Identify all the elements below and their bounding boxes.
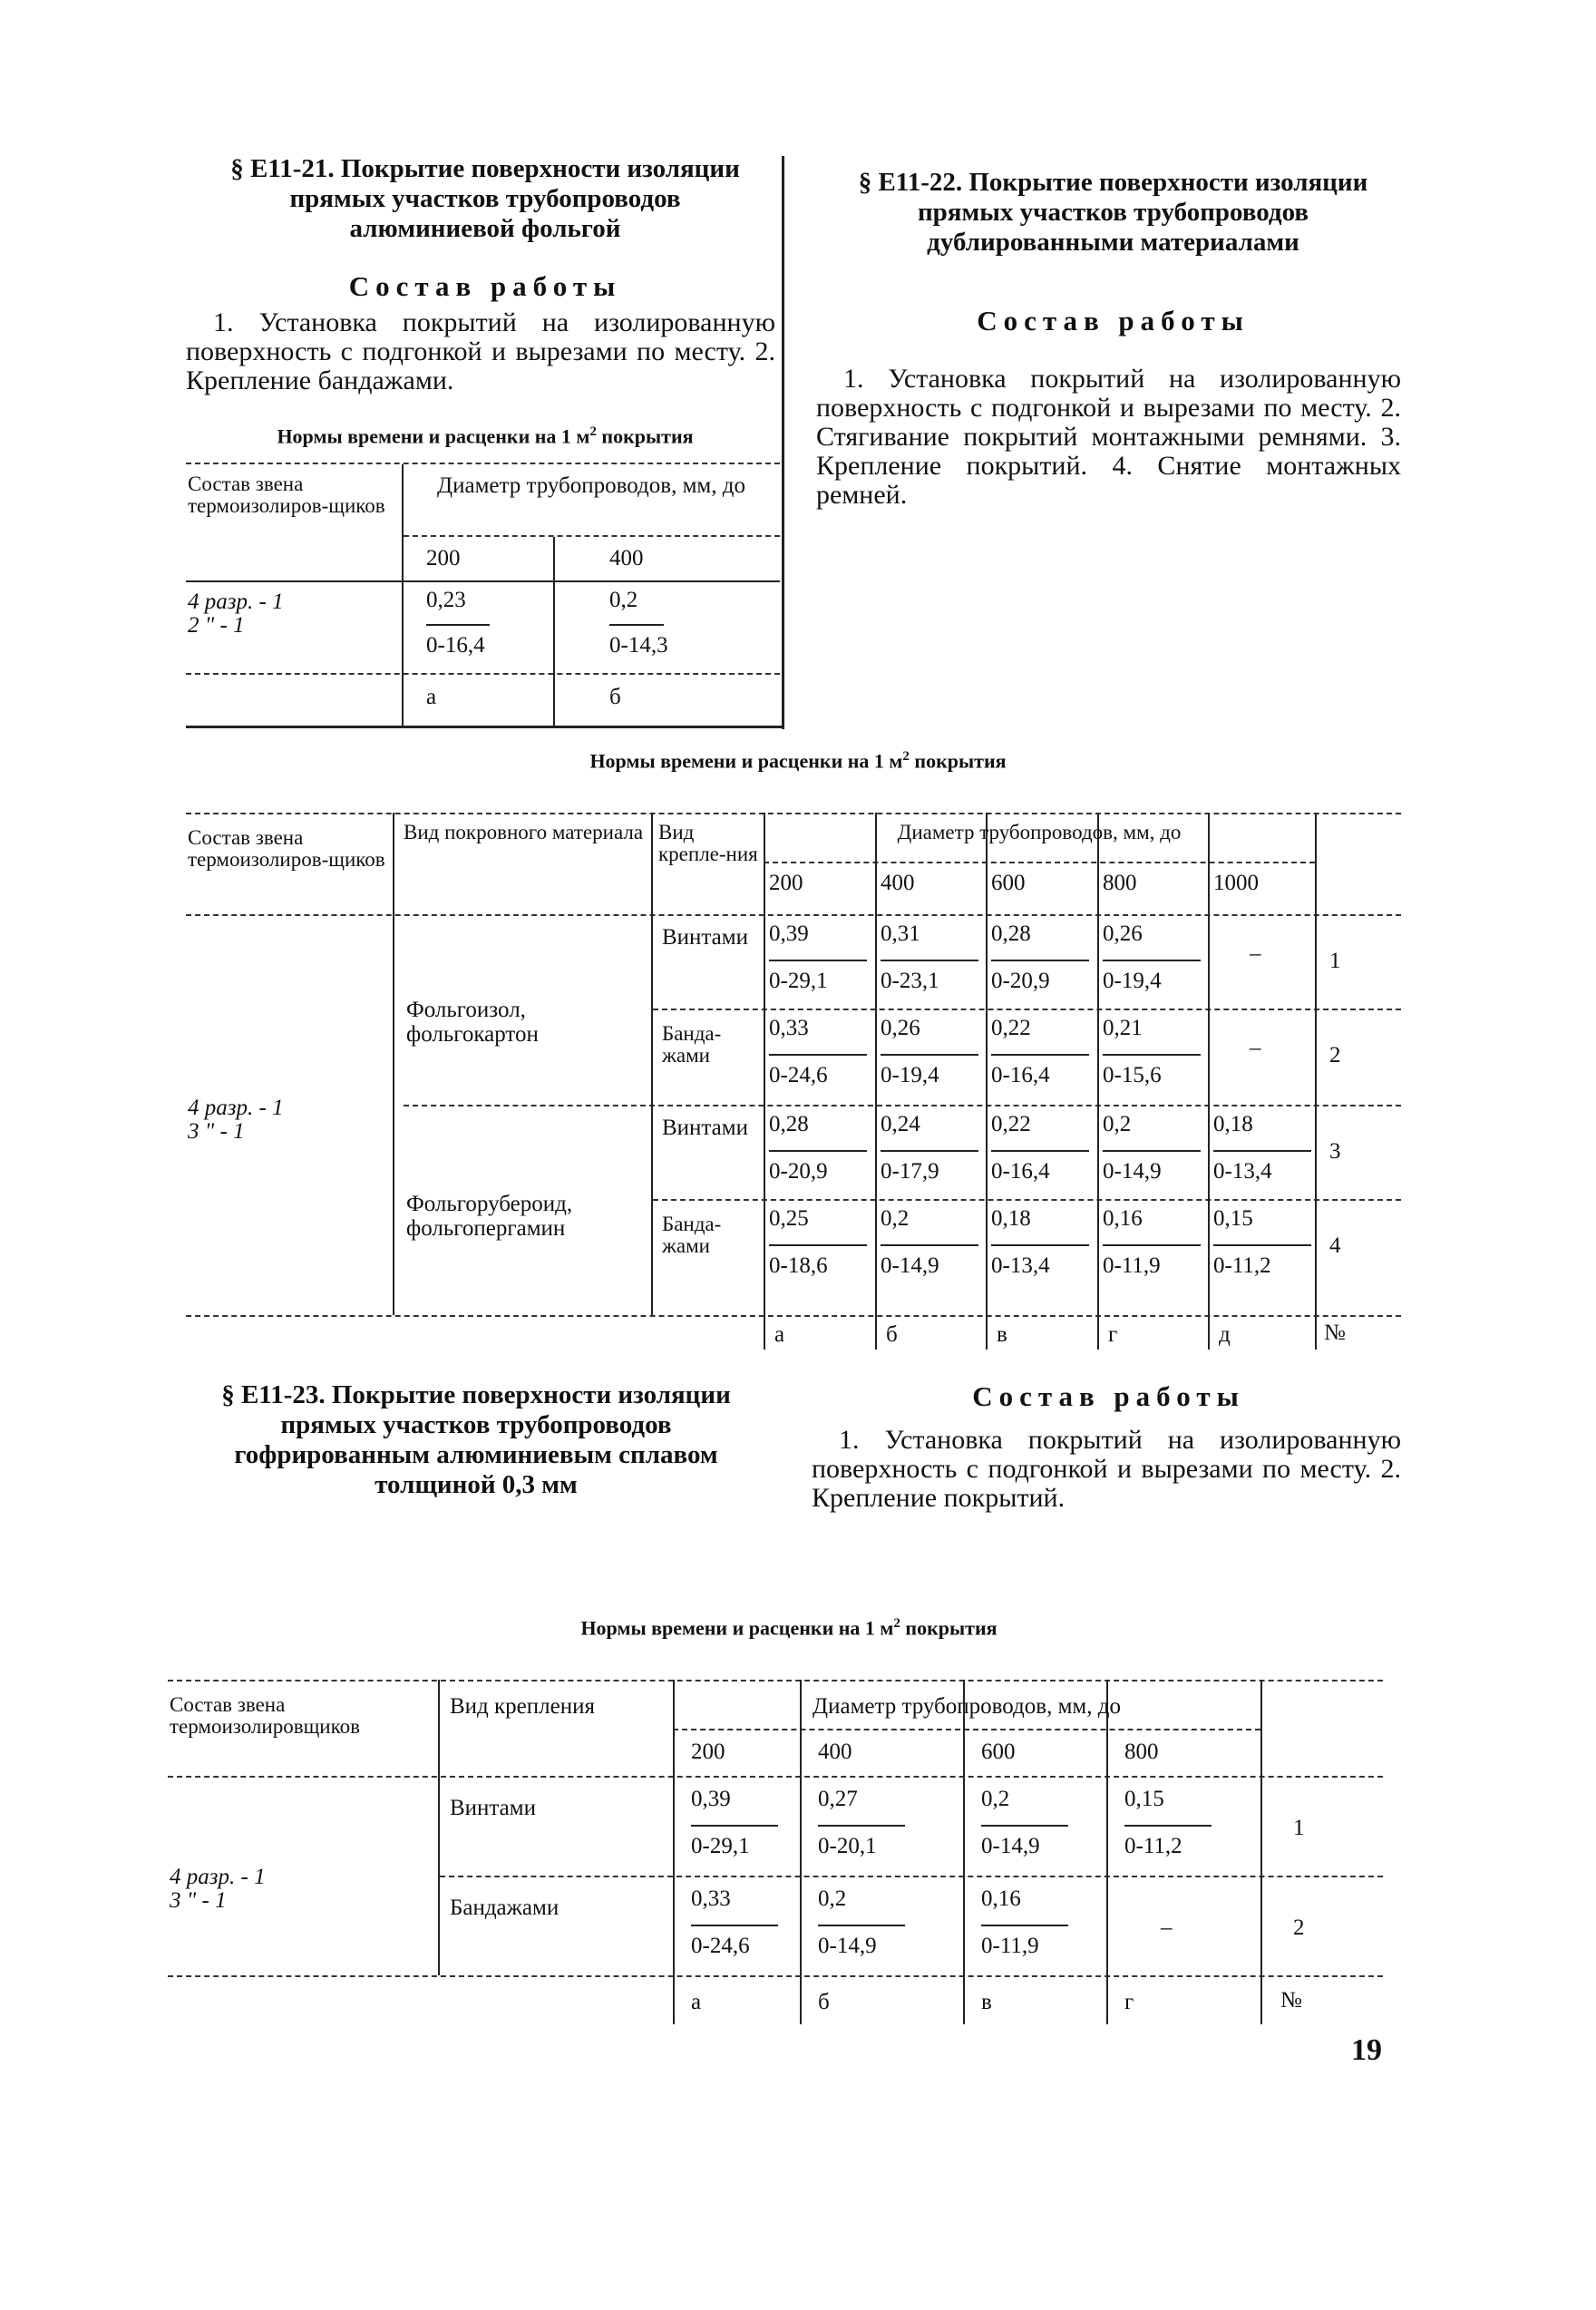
e1122-cell-time: 0,18 (1213, 1112, 1253, 1136)
e1122-fixing-screws: Винтами (662, 925, 748, 950)
e1123-cell-time: 0,27 (818, 1787, 858, 1811)
fraction-bar (981, 1825, 1068, 1827)
e1122-col-header: 1000 (1213, 871, 1259, 895)
fraction-bar (769, 1054, 867, 1056)
fraction-bar (881, 1054, 978, 1056)
e1123-cell-price: 0-14,9 (818, 1934, 877, 1958)
e1122-cell-price: 0-16,4 (991, 1063, 1050, 1087)
e1122-cell-price: 0-11,2 (1213, 1253, 1271, 1278)
table-rule (673, 1729, 1260, 1730)
e1122-cell-price: 0-19,4 (1103, 969, 1162, 993)
e1122-cell-price: 0-20,9 (769, 1159, 828, 1184)
table-rule (800, 1680, 802, 2024)
e1122-cell-dash: – (1250, 941, 1261, 966)
table-rule (1106, 1680, 1108, 2024)
table-rule (168, 1776, 1383, 1778)
e1122-title: § Е11-22. Покрытие поверхности изоляции прямых участков трубопроводов дублированными материалами (858, 168, 1368, 257)
e1122-table-caption: Нормы времени и расценки на 1 $м^2$ покрытия (589, 749, 1007, 773)
e1123-col-header: 600 (981, 1740, 1016, 1764)
e1121-crew-line2: 2 " - 1 (188, 613, 245, 638)
table-rule (186, 673, 780, 675)
e1122-col-letter: в (997, 1322, 1007, 1347)
e1123-head-diameter: Диаметр трубопроводов, мм, до (813, 1694, 1121, 1719)
e1123-cell-price: 0-11,2 (1124, 1834, 1182, 1858)
e1122-head-crew: Состав звена термоизолиров-щиков (188, 826, 385, 871)
fraction-bar (991, 1054, 1089, 1056)
table-rule (186, 813, 1401, 814)
e1123-cell-price: 0-24,6 (691, 1934, 750, 1958)
e1122-row-number: 3 (1329, 1139, 1341, 1164)
e1122-col-header: 600 (991, 871, 1026, 895)
e1123-row-number: 1 (1293, 1816, 1305, 1840)
e1122-cell-time: 0,39 (769, 921, 809, 946)
e1123-fixing-bands: Бандажами (450, 1896, 560, 1920)
e1123-cell-price: 0-20,1 (818, 1834, 877, 1858)
e1121-cell-price: 0-14,3 (609, 633, 668, 658)
table-rule (764, 813, 765, 1350)
e1123-head-crew: Состав звена термоизолировщиков (170, 1693, 360, 1738)
table-rule (168, 1975, 1383, 1977)
e1121-cell-time: 0,2 (609, 588, 638, 612)
e1122-cell-price: 0-24,6 (769, 1063, 828, 1087)
fraction-bar (991, 1150, 1089, 1152)
fraction-bar (1213, 1244, 1311, 1246)
table-rule (402, 464, 404, 726)
e1122-cell-time: 0,26 (881, 1016, 920, 1040)
table-rule (168, 1680, 1383, 1681)
e1123-head-fixing: Вид крепления (450, 1694, 595, 1719)
e1123-cell-price: 0-29,1 (691, 1834, 750, 1858)
e1122-cell-price: 0-13,4 (991, 1253, 1050, 1278)
e1121-title: § Е11-21. Покрытие поверхности изоляции прямых участков трубопроводов алюминиевой фольгой (230, 154, 740, 243)
e1123-cell-price: 0-14,9 (981, 1834, 1040, 1858)
table-rule (186, 726, 784, 728)
e1122-cell-price: 0-18,6 (769, 1253, 828, 1278)
e1122-fixing-screws: Винтами (662, 1116, 748, 1140)
table-rule (651, 813, 653, 1315)
e1123-title: § Е11-23. Покрытие поверхности изоляции прямых участков трубопроводов гофрированным алюминиевым сплавом толщиной 0,3 мм (221, 1380, 731, 1499)
table-rule (186, 1315, 1401, 1317)
e1122-row-number: 4 (1329, 1233, 1341, 1258)
e1122-cell-time: 0,22 (991, 1112, 1031, 1136)
e1122-cell-time: 0,2 (881, 1206, 910, 1231)
fraction-bar (991, 1244, 1089, 1246)
table-rule (1315, 813, 1317, 1350)
fraction-bar (991, 960, 1089, 961)
e1123-cell-time: 0,2 (818, 1886, 847, 1911)
fraction-bar (691, 1925, 778, 1926)
e1122-cell-time: 0,25 (769, 1206, 809, 1231)
e1122-crew-line1: 4 разр. - 1 (188, 1096, 284, 1120)
e1123-col-letter: в (981, 1990, 992, 2014)
table-rule (1208, 813, 1210, 1350)
fraction-bar (981, 1925, 1068, 1926)
table-rule (186, 914, 1401, 916)
e1122-work-text: 1. Установка покрытий на изолированную поверхность с подгонкой и вырезами по месту. 2. Стягивание покрытий монтажными ремнями. 3. Крепление покрытий. 4. Снятие монтажных ремней. (816, 364, 1401, 510)
fraction-bar (818, 1825, 905, 1827)
e1122-col-header: 200 (769, 871, 803, 895)
e1122-head-fixing: Вид крепле-ния (658, 821, 758, 865)
table-rule (963, 1680, 965, 2024)
e1122-col-letter: б (886, 1322, 898, 1347)
e1122-cell-time: 0,2 (1103, 1112, 1132, 1136)
e1122-head-material: Вид покровного материала (404, 821, 644, 843)
table-rule (1260, 1680, 1262, 2024)
fraction-bar (1103, 1054, 1201, 1056)
table-rule (764, 862, 1315, 863)
e1122-sostav-heading: Состав работы (977, 305, 1250, 336)
e1122-cell-price: 0-14,9 (881, 1253, 939, 1278)
e1122-cell-time: 0,28 (991, 921, 1031, 946)
e1122-head-diameter: Диаметр трубопроводов, мм, до (897, 821, 1182, 843)
e1122-cell-time: 0,21 (1103, 1016, 1143, 1040)
e1122-fixing-bands: Банда-жами (662, 1022, 722, 1067)
e1122-row-number: 2 (1329, 1043, 1341, 1067)
fraction-bar (769, 960, 867, 961)
e1122-col-letter: д (1219, 1322, 1231, 1347)
e1123-cell-time: 0,15 (1124, 1787, 1164, 1811)
e1122-cell-dash: – (1250, 1036, 1261, 1060)
e1122-cell-price: 0-13,4 (1213, 1159, 1272, 1184)
e1122-cell-time: 0,22 (991, 1016, 1031, 1040)
e1123-num-label: № (1280, 1988, 1302, 2013)
e1122-num-label: № (1324, 1321, 1346, 1345)
table-rule (186, 463, 780, 464)
fraction-bar (1103, 1244, 1201, 1246)
e1121-table-caption: Нормы времени и расценки на 1 $м^2$ покрытия (277, 424, 694, 448)
table-rule (438, 1680, 440, 1975)
fraction-bar (881, 1244, 978, 1246)
e1123-cell-time: 0,2 (981, 1787, 1010, 1811)
table-rule (393, 813, 394, 1315)
e1121-sostav-heading: Состав работы (348, 270, 622, 302)
e1123-cell-price: 0-11,9 (981, 1934, 1039, 1958)
e1123-cell-time: 0,16 (981, 1886, 1021, 1911)
e1123-table-caption: Нормы времени и расценки на 1 $м^2$ покрытия (580, 1616, 998, 1640)
fraction-bar (818, 1925, 905, 1926)
e1121-col-letter: б (609, 685, 621, 709)
e1122-col-header: 800 (1103, 871, 1137, 895)
table-rule (673, 1680, 675, 2024)
table-rule (553, 537, 555, 726)
fraction-bar (769, 1150, 867, 1152)
e1123-cell-time: 0,39 (691, 1787, 731, 1811)
table-rule (404, 1105, 1401, 1106)
e1123-col-header: 400 (818, 1740, 852, 1764)
e1122-cell-price: 0-19,4 (881, 1063, 939, 1087)
table-rule (404, 535, 780, 537)
e1123-col-header: 800 (1124, 1740, 1159, 1764)
e1121-head-diameter: Диаметр трубопроводов, мм, до (437, 473, 745, 498)
table-rule (986, 813, 988, 1350)
e1122-material-2: Фольгорубероид, фольгопергамин (406, 1192, 573, 1241)
fraction-bar (1124, 1825, 1212, 1827)
table-rule (875, 813, 877, 1350)
fraction-bar (881, 1150, 978, 1152)
fraction-bar (1103, 1150, 1201, 1152)
e1122-col-header: 400 (881, 871, 915, 895)
e1122-cell-time: 0,24 (881, 1112, 920, 1136)
e1122-col-letter: г (1108, 1322, 1118, 1347)
e1121-head-crew: Состав звена термоизолиров-щиков (188, 473, 385, 517)
e1122-cell-price: 0-17,9 (881, 1159, 939, 1184)
e1122-cell-time: 0,16 (1103, 1206, 1143, 1231)
fraction-bar (691, 1825, 778, 1827)
fraction-bar (1103, 960, 1201, 961)
table-rule (1097, 813, 1099, 1350)
e1122-cell-price: 0-14,9 (1103, 1159, 1162, 1184)
e1123-cell-dash: – (1161, 1915, 1173, 1940)
e1121-col-200: 200 (426, 546, 461, 570)
e1122-row-number: 1 (1329, 949, 1341, 973)
fraction-bar (609, 624, 664, 626)
e1121-cell-price: 0-16,4 (426, 633, 485, 658)
e1121-crew-line1: 4 разр. - 1 (188, 590, 284, 614)
e1122-cell-time: 0,33 (769, 1016, 809, 1040)
e1123-crew-line1: 4 разр. - 1 (170, 1865, 266, 1889)
e1123-sostav-heading: Состав работы (972, 1380, 1245, 1412)
e1123-crew-line2: 3 " - 1 (170, 1888, 227, 1913)
e1122-material-1: Фольгоизол, фольгокартон (406, 998, 539, 1047)
fraction-bar (1213, 1150, 1311, 1152)
e1121-cell-time: 0,23 (426, 588, 466, 612)
e1123-fixing-screws: Винтами (450, 1796, 536, 1820)
e1123-col-letter: б (818, 1990, 830, 2014)
e1122-cell-price: 0-16,4 (991, 1159, 1050, 1184)
e1123-work-text: 1. Установка покрытий на изолированную поверхность с подгонкой и вырезами по месту. 2. Крепление покрытий. (812, 1425, 1401, 1513)
e1123-col-letter: г (1124, 1990, 1134, 2014)
e1122-col-letter: а (774, 1322, 785, 1347)
e1122-fixing-bands: Банда-жами (662, 1213, 722, 1257)
e1122-cell-time: 0,18 (991, 1206, 1031, 1231)
page-number: 19 (1351, 2033, 1382, 2067)
e1121-col-400: 400 (609, 546, 644, 570)
table-rule (186, 580, 780, 582)
e1122-cell-time: 0,28 (769, 1112, 809, 1136)
e1123-col-header: 200 (691, 1740, 725, 1764)
e1122-cell-time: 0,31 (881, 921, 920, 946)
fraction-bar (426, 624, 490, 626)
column-frame-line (782, 156, 784, 729)
e1122-cell-price: 0-20,9 (991, 969, 1050, 993)
e1123-cell-time: 0,33 (691, 1886, 731, 1911)
e1123-col-letter: а (691, 1990, 702, 2014)
e1121-col-letter: а (426, 685, 437, 709)
e1122-cell-price: 0-11,9 (1103, 1253, 1161, 1278)
e1122-cell-time: 0,26 (1103, 921, 1143, 946)
e1122-cell-price: 0-15,6 (1103, 1063, 1162, 1087)
e1122-cell-price: 0-29,1 (769, 969, 828, 993)
table-rule (440, 1876, 1383, 1877)
e1121-work-text: 1. Установка покрытий на изолированную поверхность с подгонкой и вырезами по месту. 2. Крепление бандажами. (186, 307, 775, 395)
e1122-cell-time: 0,15 (1213, 1206, 1253, 1231)
e1122-cell-price: 0-23,1 (881, 969, 939, 993)
e1122-crew-line2: 3 " - 1 (188, 1119, 245, 1144)
fraction-bar (881, 960, 978, 961)
fraction-bar (769, 1244, 867, 1246)
e1123-row-number: 2 (1293, 1915, 1305, 1940)
